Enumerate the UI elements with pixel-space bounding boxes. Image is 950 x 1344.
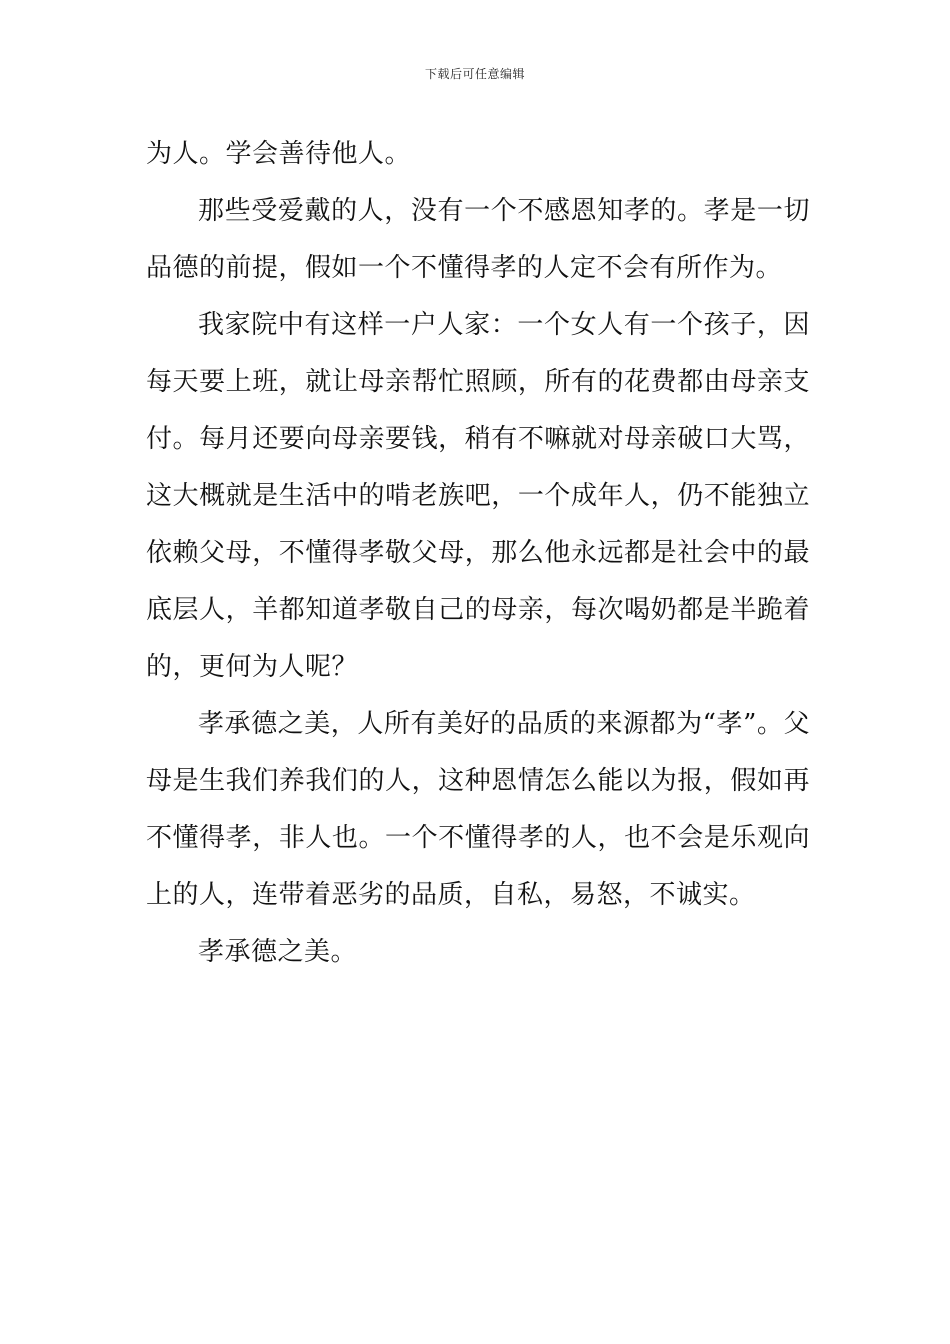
paragraph: 我家院中有这样一户人家：一个女人有一个孩子，因每天要上班，就让母亲帮忙照顾，所有的花费都由母亲支付。每月还要向母亲要钱，稍有不嘛就对母亲破口大骂，这大概就是生活中的啃老族吧，一个成年人，仍不能独立依赖父母，不懂得孝敬父母，那么他永远都是社会中的最底层人，羊都知道孝敬自己的母亲，每次喝奶都是半跪着的，更何为人呢？ (146, 310, 810, 682)
document-body (146, 126, 810, 981)
paragraph-continuation: 为人。学会善待他人。 (146, 139, 412, 169)
paragraph: 孝承德之美，人所有美好的品质的来源都为“孝”。父母是生我们养我们的人，这种恩情怎么能以为报，假如再不懂得孝，非人也。一个不懂得孝的人，也不会是乐观向上的人，连带着恶劣的品质，自私，易怒，不诚实。 (146, 709, 810, 910)
paragraph: 那些受爱戴的人，没有一个不感恩知孝的。孝是一切品德的前提，假如一个不懂得孝的人定不会有所作为。 (146, 196, 810, 283)
page-header-note: 下载后可任意编辑 (424, 67, 525, 81)
paragraph-closing: 孝承德之美。 (198, 937, 358, 967)
